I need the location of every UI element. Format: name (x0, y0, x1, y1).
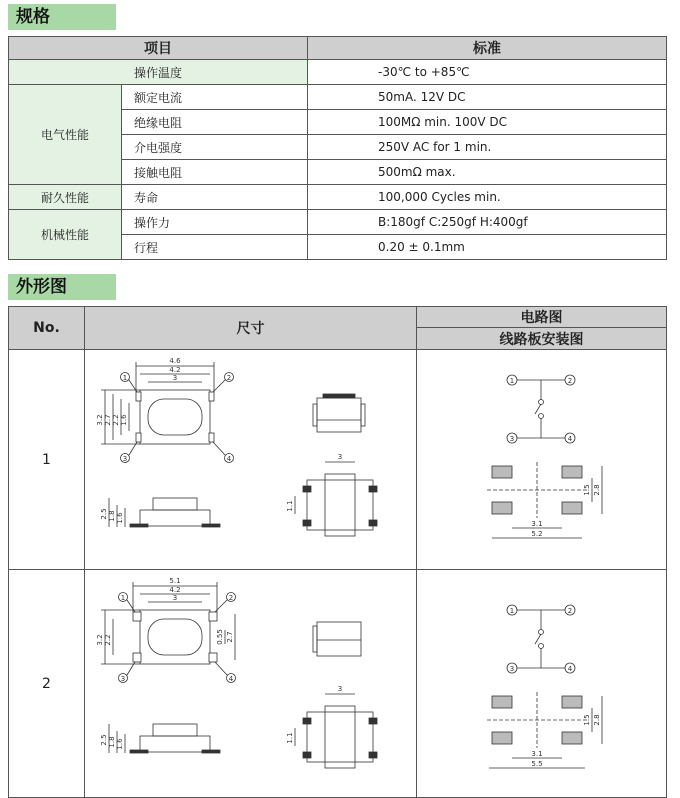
dimension-svg-1 (85, 350, 416, 566)
outline-section-title: 外形图 (8, 274, 116, 300)
spec-row-label: 操作力 (122, 210, 308, 235)
dim-label: 3.2 (96, 414, 104, 426)
pin-label: 4 (226, 455, 232, 463)
spec-row-value: B:180gf C:250gf H:400gf (308, 210, 667, 235)
dim-label: 2.5 (100, 734, 108, 746)
dim-label: 4.2 (169, 586, 181, 594)
pin-label: 4 (567, 435, 573, 443)
dim-label: 1.5 (583, 714, 591, 726)
circuit-pcb-drawing-2 (417, 570, 667, 798)
pin-label: 3 (122, 455, 128, 463)
dim-label: 0.55 (216, 629, 224, 645)
spec-section-title: 规格 (8, 4, 116, 30)
pin-label: 2 (226, 374, 232, 382)
dim-label: 3 (172, 594, 178, 602)
outline-header-pcb: 线路板安装图 (417, 328, 667, 350)
spec-electrical-group: 电气性能 (9, 85, 122, 185)
pin-label: 1 (509, 607, 515, 615)
outline-header-dim: 尺寸 (85, 307, 417, 350)
spec-row-label: 额定电流 (122, 85, 308, 110)
dim-label: 3.1 (531, 750, 543, 758)
dim-label: 1.8 (108, 736, 116, 748)
spec-row-label: 介电强度 (122, 135, 308, 160)
dim-label: 3 (337, 453, 343, 461)
pin-label: 1 (122, 374, 128, 382)
dim-label: 2.8 (593, 484, 601, 496)
dim-label: 1.1 (286, 500, 294, 512)
circuit-svg-2 (417, 570, 666, 794)
spec-header-standard: 标准 (308, 37, 667, 60)
circuit-pcb-drawing-1 (417, 350, 667, 570)
dimension-svg-2 (85, 570, 416, 794)
dim-label: 3 (172, 374, 178, 382)
dim-label: 3.1 (531, 520, 543, 528)
spec-op-temp-label: 操作温度 (9, 60, 308, 85)
pin-label: 3 (509, 435, 515, 443)
outline-row-no: 2 (9, 570, 85, 798)
pin-label: 2 (567, 607, 573, 615)
dim-label: 3.2 (96, 634, 104, 646)
pin-label: 1 (120, 594, 126, 602)
outline-header-circuit: 电路图 (417, 307, 667, 328)
circuit-svg-1 (417, 350, 666, 566)
spec-row-label: 绝缘电阻 (122, 110, 308, 135)
dim-label: 2.2 (104, 634, 112, 646)
pin-label: 2 (567, 377, 573, 385)
dimension-drawing-2 (85, 570, 417, 798)
spec-row-label: 接触电阻 (122, 160, 308, 185)
dim-label: 3 (337, 685, 343, 693)
outline-table (8, 306, 667, 798)
spec-row-value: 0.20 ± 0.1mm (308, 235, 667, 260)
spec-row-label: 行程 (122, 235, 308, 260)
spec-durability-group: 耐久性能 (9, 185, 122, 210)
dim-label: 2.7 (104, 414, 112, 426)
dim-label: 2.2 (112, 414, 120, 426)
dim-label: 2.5 (100, 508, 108, 520)
dim-label: 1.5 (583, 484, 591, 496)
dim-label: 1.8 (108, 510, 116, 522)
pin-label: 4 (567, 665, 573, 673)
spec-row-value: 50mA. 12V DC (308, 85, 667, 110)
pin-label: 3 (120, 675, 126, 683)
pin-label: 4 (228, 675, 234, 683)
dim-label: 5.5 (531, 760, 543, 768)
pin-label: 2 (228, 594, 234, 602)
spec-table (8, 36, 667, 260)
outline-row-no: 1 (9, 350, 85, 570)
dim-label: 2.7 (226, 631, 234, 643)
dim-label: 5.2 (531, 530, 543, 538)
dim-label: 4.2 (169, 366, 181, 374)
spec-row-label: 寿命 (122, 185, 308, 210)
spec-mechanical-group: 机械性能 (9, 210, 122, 260)
dim-label: 1.6 (116, 738, 124, 750)
spec-row-value: 250V AC for 1 min. (308, 135, 667, 160)
spec-row-value: 100MΩ min. 100V DC (308, 110, 667, 135)
outline-header-no: No. (9, 307, 85, 350)
dim-label: 2.8 (593, 714, 601, 726)
dim-label: 4.6 (169, 357, 181, 365)
spec-row-value: 500mΩ max. (308, 160, 667, 185)
dim-label: 1.6 (116, 512, 124, 524)
pin-label: 1 (509, 377, 515, 385)
spec-op-temp-value: -30℃ to +85℃ (308, 60, 667, 85)
spec-header-item: 项目 (9, 37, 308, 60)
dim-label: 5.1 (169, 577, 181, 585)
dim-label: 1.6 (120, 414, 128, 426)
dimension-drawing-1 (85, 350, 417, 570)
spec-row-value: 100,000 Cycles min. (308, 185, 667, 210)
pin-label: 3 (509, 665, 515, 673)
dim-label: 1.1 (286, 732, 294, 744)
